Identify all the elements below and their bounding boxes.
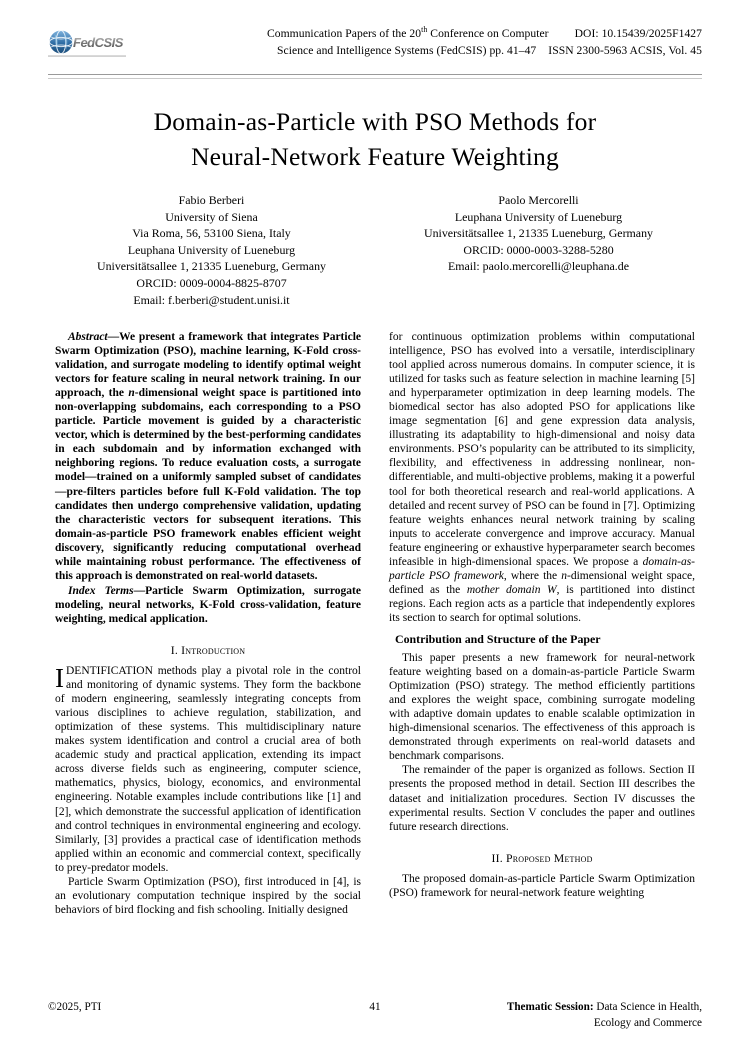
index-terms-text: Particle Swarm Optimization, surrogate modeling, neural networks, K-Fold cross-validation, feature weighting, medical application. [55, 584, 361, 625]
intro-paragraph-1 [55, 664, 361, 875]
header-conference-line: Communication Papers of the 20 [266, 27, 422, 40]
section-heading-introduction: I. Introduction [170, 642, 246, 657]
header-citation-block [144, 26, 702, 59]
footer-session-line-1: Data Science in Health, [593, 1001, 702, 1013]
right-p1-text-c: -dimensional weight space, defined as the [389, 569, 695, 596]
right-p1-text-b: , where the [503, 569, 562, 582]
footer-session [402, 1000, 702, 1031]
author-affiliation-2: Leuphana University of Lueneburg [127, 242, 296, 257]
right-p1-italic-mother-domain: mother domain [466, 583, 541, 596]
author-email: Email: f.berberi@student.unisi.it [133, 292, 290, 307]
abstract-text-part-1: We present a framework that integrates Particle Swarm Optimization (PSO), machine learning, K-Fold cross-validation, and surrogate modeling to identify optimal weight vectors for feature scaling in neural network training. In our approach, the [55, 331, 361, 400]
author-address: Via Roma, 56, 53100 Siena, Italy [132, 226, 291, 241]
right-paragraph-1 [389, 330, 695, 625]
intro-paragraph-2: Particle Swarm Optimization (PSO), first introduced in [4], is an evolutionary computation technique inspired by the social behaviors of bird flocking and fish schooling. Initially designed [55, 875, 361, 916]
footer-session-label: Thematic Session: [506, 1001, 594, 1013]
author-entry-2 [375, 192, 702, 308]
author-address-2: Universitätsallee 1, 21335 Lueneburg, Germany [97, 259, 326, 274]
author-name: Fabio Berberi [178, 193, 245, 207]
right-p1-italic-framework: domain-as-particle PSO framework [389, 555, 695, 582]
page-header [48, 26, 702, 70]
author-entry-1 [48, 192, 375, 308]
index-terms-paragraph [55, 584, 361, 626]
fedcsis-logo-icon [48, 28, 126, 58]
right-paragraph-4: The proposed domain-as-particle Particle Swarm Optimization (PSO) framework for neural-network feature weighting [389, 872, 695, 899]
index-terms-label: Index Terms [68, 584, 134, 597]
title-line-1: Domain-as-Particle with PSO Methods for [153, 107, 597, 136]
header-conference-line-cont: Conference on Computer [427, 27, 549, 40]
header-divider [48, 74, 702, 79]
abstract-text-part-2: -dimensional weight space is partitioned into non-overlapping subdomains, each corresponding to a PSO particle. Particle movement is guided by a characteristic vector, which is determined by the best-performing candidates in each subdomain and by information exchanged with neighboring regions. To reduce evaluation costs, a surrogate model—trained on a uniformly sampled subset of candidates—pre-filters particles before full K-Fold validation. The top candidates then undergo comprehensive validation, updating the characteristic vectors for subsequent iterations. This domain-as-particle PSO framework enables efficient weight discovery, significantly reducing computational overhead while maintaining robust performance. The effectiveness of this approach is demonstrated on real-world datasets. [55, 387, 361, 582]
right-p1-symbol-w: W [540, 583, 557, 596]
header-line-2 [144, 43, 702, 60]
footer-session-line-2: Ecology and Commerce [593, 1016, 702, 1029]
abstract-dash: — [107, 331, 120, 343]
author-affiliation: University of Siena [165, 209, 258, 224]
footer-copyright: ©2025, PTI [48, 1001, 102, 1013]
right-paragraph-2: This paper presents a new framework for neural-network feature weighting based on a domain-as-particle Particle Swarm Optimization (PSO) strategy. The method efficiently partitions and explores the weight space, combining surrogate modeling with adaptive domain updates to enable scalable optimization in high-dimensional scenarios. The effectiveness of this approach is demonstrated through experiments on real-world datasets and benchmark comparisons. [389, 652, 695, 763]
author-orcid: ORCID: 0009-0004-8825-8707 [136, 275, 287, 290]
abstract-label: Abstract [68, 331, 108, 343]
issn-text: ISSN 2300-5963 ACSIS, Vol. 45 [548, 43, 702, 57]
subsection-heading-contribution: Contribution and Structure of the Paper [395, 631, 601, 646]
author-affiliation: Leuphana University of Lueneburg [454, 209, 623, 224]
title-line-2: Neural-Network Feature Weighting [191, 142, 559, 171]
right-column [389, 330, 695, 900]
author-email: Email: paolo.mercorelli@leuphana.de [448, 259, 629, 274]
right-p1-math-n: n [561, 569, 568, 582]
page-title [60, 104, 690, 174]
author-name: Paolo Mercorelli [498, 193, 579, 207]
abstract-paragraph [55, 330, 361, 583]
header-journal-line: Science and Intelligence Systems (FedCSIS) pp. 41–47 [277, 43, 537, 57]
header-line-1 [144, 26, 702, 43]
section-heading-proposed-method: II. Proposed Method [491, 850, 593, 865]
ordinal-suffix: th [421, 25, 428, 35]
right-paragraph-3: The remainder of the paper is organized as follows. Section II presents the proposed method in detail. Section III describes the dataset and initialization procedures. Section IV discusses the experimental results. Section V concludes the paper and outlines future research directions. [389, 764, 695, 833]
index-terms-dash: — [133, 584, 146, 597]
author-address: Universitätsallee 1, 21335 Lueneburg, Germany [424, 226, 653, 241]
abstract-math-n: n [128, 387, 135, 400]
intro-paragraph-1-text: DENTIFICATION methods play a pivotal role in the control and monitoring of dynamic systems. They form the backbone of modern engineering, seamlessly integrating concepts from various disciplines to achieve regulation, stabilization, and optimization of these systems. This multidisciplinary nature makes system identification and control a crucial area of both academic study and practical application, extending its impact across diverse fields such as engineering, computer science, mathematics, physics, biology, economics, and environmental engineering. Notable examples include contributions like [1] and [2], which demonstrate the successful application of identification and control techniques in environmental engineering and ecology. Similarly, [3] provides a practical case of identification methods applied within an economic and commercial context, specifically to prey-predator models. [55, 665, 361, 874]
author-block [48, 192, 702, 308]
drop-cap: I [55, 663, 64, 694]
doi-text: DOI: 10.15439/2025F1427 [574, 27, 702, 40]
svg-text:FedCSIS: FedCSIS [73, 35, 123, 50]
left-column [55, 330, 361, 917]
author-orcid: ORCID: 0000-0003-3288-5280 [463, 242, 614, 257]
footer-page-number: 41 [369, 1001, 381, 1013]
right-p1-text-d: , is partitioned into distinct regions. Each region acts as a particle that independently explores its section to search for optimal solutions. [389, 583, 695, 624]
right-p1-text-a: for continuous optimization problems within computational intelligence, PSO has evolved into a versatile, interdisciplinary tool applied across numerous domains. In computer science, it is utilized for tasks such as feature selection in machine learning [5] and hyperparameter optimization in deep learning models. The biomedical sector has also adopted PSO for applications like image segmentation [6] and gene expression data analysis, illustrating its adaptability to high-dimensional and noisy data environments. PSO’s popularity can be attributed to its simplicity, flexibility, and effectiveness in addressing nonlinear, non-differentiable, and multi-objective problems, making it a powerful tool for both theoretical research and real-world applications. A detailed and recent survey of PSO can be found in [7]. Optimizing feature weights enhances neural network training by scaling inputs to accelerate convergence and improve accuracy. Manual feature engineering or exhaustive hyperparameter search becomes infeasible in high-dimensional spaces. We propose a [389, 331, 695, 568]
